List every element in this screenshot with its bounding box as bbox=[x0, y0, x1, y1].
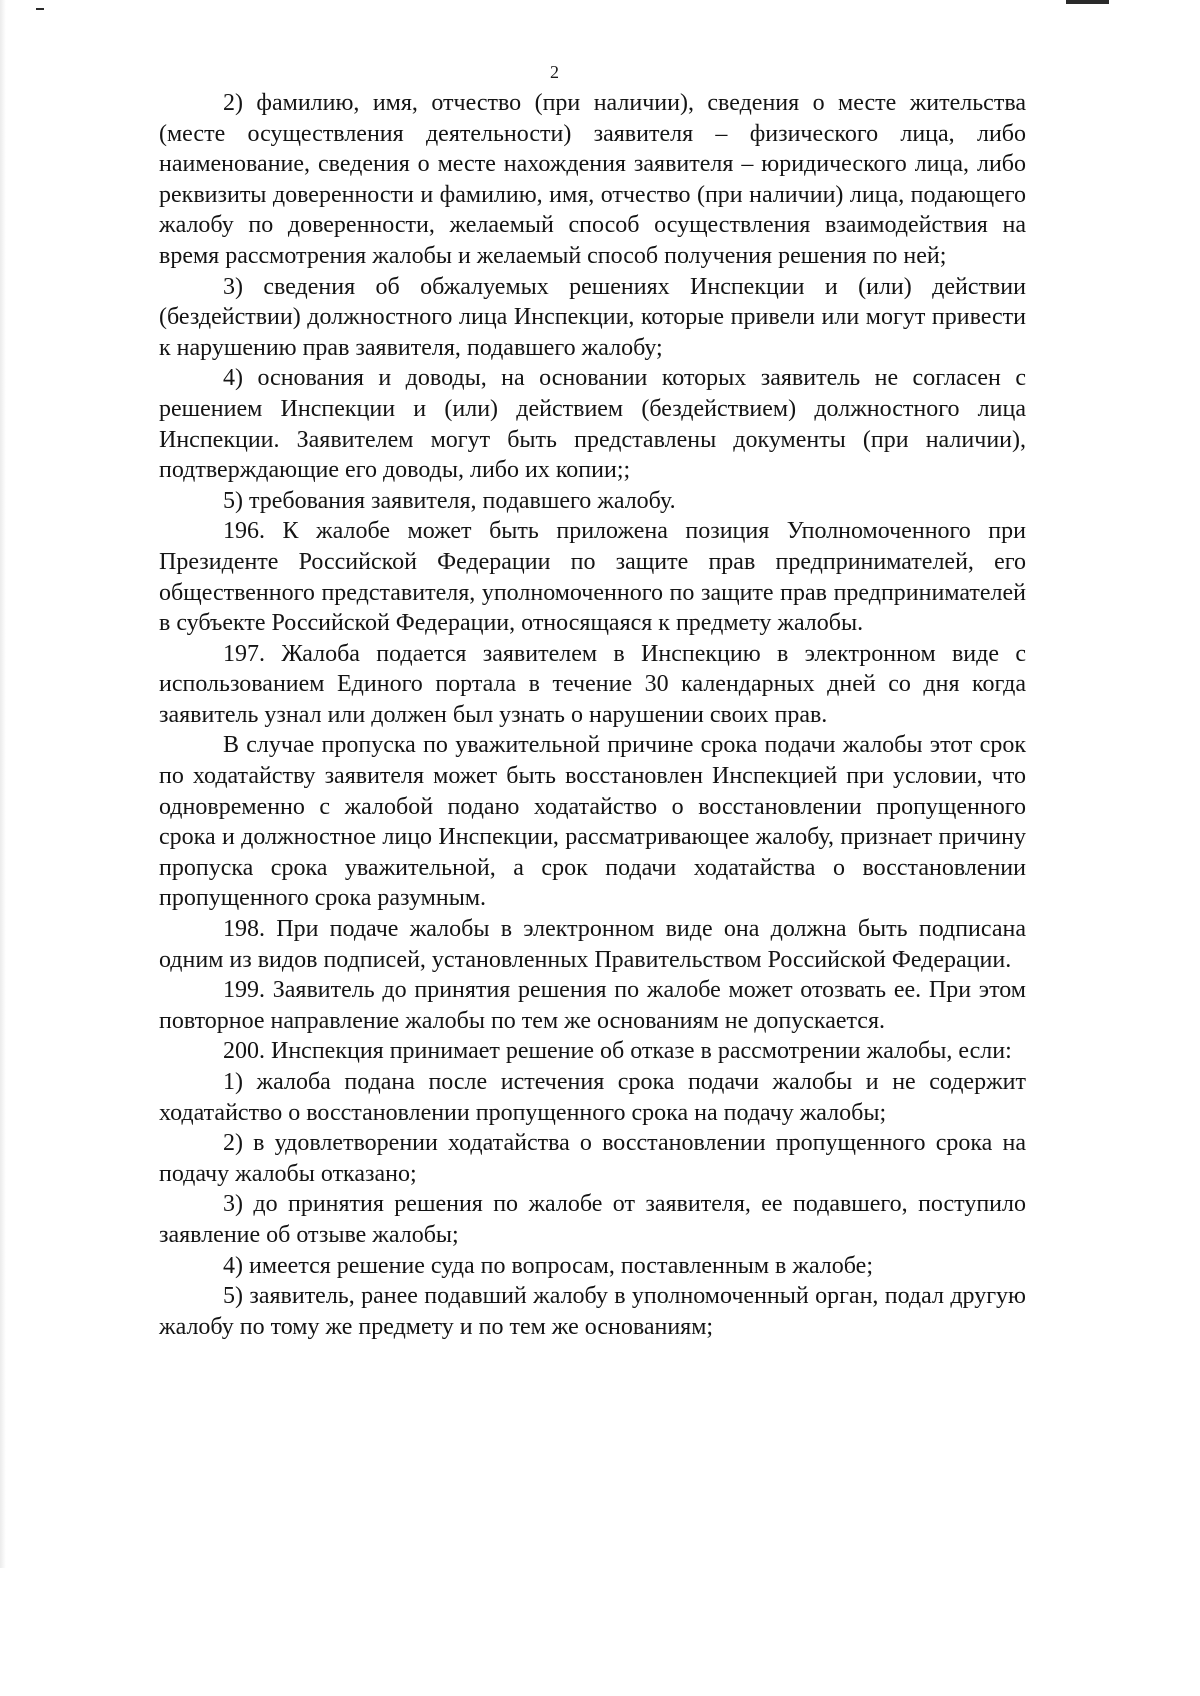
scan-mark-top-left bbox=[36, 8, 44, 10]
paragraph-missed-deadline: В случае пропуска по уважительной причине срока подачи жалобы этот срок по ходатайству заявителя может быть восстановлен Инспекцией при условии, что одновременно с жалобой подано ходатайство о восстановлении пропущенного срока и должностное лицо Инспекции, рассматривающее жалобу, признает причину пропуска срока уважительной, а срок подачи ходатайства о восстановлении пропущенного срока разумным. bbox=[159, 732, 1026, 912]
paragraph-clause-198: 198. При подаче жалобы в электронном виде она должна быть подписана одним из видов подписей, установленных Правительством Российской Федерации. bbox=[159, 916, 1026, 973]
paragraph-refusal-item-3: 3) до принятия решения по жалобе от заявителя, ее подавшего, поступило заявление об отзыве жалобы; bbox=[159, 1191, 1026, 1248]
page-number: 2 bbox=[550, 62, 559, 82]
paragraph-refusal-item-4: 4) имеется решение суда по вопросам, поставленным в жалобе; bbox=[223, 1252, 873, 1279]
paragraph-refusal-item-1: 1) жалоба подана после истечения срока подачи жалобы и не содержит ходатайство о восстановлении пропущенного срока на подачу жалобы; bbox=[159, 1069, 1026, 1126]
paragraph-clause-197: 197. Жалоба подается заявителем в Инспекцию в электронном виде с использованием Единого портала в течение 30 календарных дней со дня когда заявитель узнал или должен был узнать о нарушении своих прав. bbox=[159, 640, 1026, 728]
scan-mark-top-right bbox=[1066, 0, 1109, 4]
document-body bbox=[159, 88, 1026, 1342]
paragraph-refusal-item-2: 2) в удовлетворении ходатайства о восстановлении пропущенного срока на подачу жалобы отказано; bbox=[159, 1130, 1026, 1187]
paragraph-refusal-item-5: 5) заявитель, ранее подавший жалобу в уполномоченный орган, подал другую жалобу по тому же предмету и по тем же основаниям; bbox=[159, 1283, 1026, 1340]
paragraph-item-5-requirements: 5) требования заявителя, подавшего жалобу. bbox=[223, 487, 676, 514]
paragraph-clause-196: 196. К жалобе может быть приложена позиция Уполномоченного при Президенте Российской Федерации по защите прав предпринимателей, его общественного представителя, уполномоченного по защите прав предпринимателей в субъекте Российской Федерации, относящаяся к предмету жалобы. bbox=[159, 518, 1026, 637]
paragraph-clause-199: 199. Заявитель до принятия решения по жалобе может отозвать ее. При этом повторное направление жалобы по тем же основаниям не допускается. bbox=[159, 977, 1026, 1034]
paragraph-item-4-grounds: 4) основания и доводы, на основании которых заявитель не согласен с решением Инспекции и (или) действием (бездействием) должностного лица Инспекции. Заявителем могут быть представлены документы (при наличии), подтверждающие его доводы, либо их копии;; bbox=[159, 365, 1026, 484]
paragraph-item-3-appealed-decisions: 3) сведения об обжалуемых решениях Инспекции и (или) действии (бездействии) должностного лица Инспекции, которые привели или могут привести к нарушению прав заявителя, подавшего жалобу; bbox=[159, 273, 1026, 361]
scan-edge-shadow bbox=[0, 0, 6, 1568]
paragraph-clause-200: 200. Инспекция принимает решение об отказе в рассмотрении жалобы, если: bbox=[223, 1038, 1012, 1065]
paragraph-item-2-personal-data: 2) фамилию, имя, отчество (при наличии), сведения о месте жительства (месте осуществления деятельности) заявителя – физического лица, либо наименование, сведения о месте нахождения заявителя – юридического лица, либо реквизиты доверенности и фамилию, имя, отчество (при наличии) лица, подающего жалобу по доверенности, желаемый способ осуществления взаимодействия на время рассмотрения жалобы и желаемый способ получения решения по ней; bbox=[159, 90, 1026, 269]
